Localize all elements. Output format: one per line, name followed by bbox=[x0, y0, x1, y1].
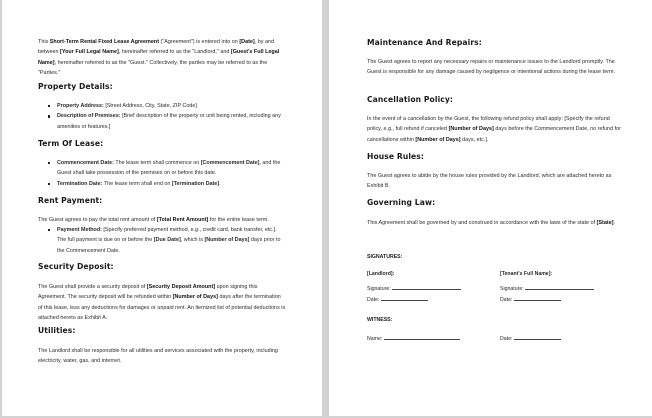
heading-security-deposit: Security Deposit: bbox=[38, 262, 114, 271]
date-label: Date: bbox=[500, 336, 513, 342]
list-item: Termination Date: The lease term shall end on [Termination Date]. bbox=[48, 179, 286, 189]
rent-paragraph: The Guest agrees to pay the total rent amount of [Total Rent Amount] for the entire lease term. bbox=[38, 217, 269, 223]
heading-property-details: Property Details: bbox=[38, 82, 113, 91]
signature-line[interactable] bbox=[392, 284, 461, 290]
intro-paragraph: This Short-Term Rental Fixed Lease Agreement ("Agreement") is entered into on [Date], by and between [Your Full Legal Name], hereinafter referred to as the "Landlord," and [Guest's Full Legal Name], hereinafter referred to as the "Guest." Collectively, the parties may be referred to as the "Parties." bbox=[38, 39, 280, 76]
witness-date-field[interactable] bbox=[500, 334, 561, 342]
document-page-2 bbox=[329, 0, 652, 416]
deposit-paragraph: The Guest shall provide a security deposit of [Security Deposit Amount] upon signing this Agreement. The security deposit will be refunded within [Number of Days] days after the termination of this lease, less any deductions for damages or unpaid rent. An itemized list of potential deductions is attached hereto as Exhibit A. bbox=[38, 284, 286, 321]
heading-utilities: Utilities: bbox=[38, 326, 76, 335]
list-item: Property Address: [Street Address, City, State, ZIP Code] bbox=[48, 101, 286, 111]
term-list bbox=[38, 158, 286, 189]
witness-heading: WITNESS: bbox=[367, 317, 393, 323]
date-line[interactable] bbox=[381, 295, 428, 301]
heading-term-of-lease: Term Of Lease: bbox=[38, 139, 104, 148]
list-item: Commencement Date: The lease term shall commence on [Commencement Date], and the Guest shall take possession of the premises on or before this date. bbox=[48, 158, 286, 179]
utilities-paragraph: The Landlord shall be responsible for all utilities and services associated with the property, including electricity, water, gas, and internet. bbox=[38, 348, 278, 365]
name-label: Name: bbox=[367, 336, 383, 342]
list-item: Payment Method: [Specify preferred payment method, e.g., credit card, bank transfer, etc.]. The full payment is due on or before the [Due Date], which is [Number of Days] days prior to the Commencement Date. bbox=[48, 225, 286, 256]
tenant-signature-field[interactable] bbox=[500, 284, 594, 292]
heading-governing-law: Governing Law: bbox=[367, 198, 436, 207]
document-page-1 bbox=[2, 0, 322, 416]
heading-rent-payment: Rent Payment: bbox=[38, 196, 103, 205]
witness-name-field[interactable] bbox=[367, 334, 460, 342]
landlord-label: [Landlord]: bbox=[367, 271, 395, 277]
name-line[interactable] bbox=[384, 334, 460, 340]
signature-label: Signature: bbox=[367, 286, 391, 292]
heading-cancellation-policy: Cancellation Policy: bbox=[367, 95, 454, 104]
date-label: Date: bbox=[500, 297, 513, 303]
date-line[interactable] bbox=[514, 295, 561, 301]
governing-law-paragraph: This Agreement shall be governed by and construed in accordance with the laws of the state of [State]. bbox=[367, 220, 616, 226]
rent-list bbox=[38, 225, 286, 256]
maintenance-paragraph: The Guest agrees to report any necessary repairs or maintenance issues to the Landlord promptly. The Guest is responsible for any damage caused by negligence or intentional actions during the lease term. bbox=[367, 59, 616, 76]
date-line[interactable] bbox=[514, 334, 561, 340]
signature-line[interactable] bbox=[525, 284, 594, 290]
tenant-label: [Tenant's Full Name]: bbox=[500, 271, 553, 277]
signatures-heading: SIGNATURES: bbox=[367, 254, 403, 260]
landlord-signature-field[interactable] bbox=[367, 284, 461, 292]
house-rules-paragraph: The Guest agrees to abide by the house rules provided by the Landlord, which are attached hereto as Exhibit B. bbox=[367, 173, 612, 190]
tenant-date-field[interactable] bbox=[500, 295, 561, 303]
heading-house-rules: House Rules: bbox=[367, 152, 425, 161]
property-details-list bbox=[38, 101, 286, 132]
list-item: Description of Premises: [Brief description of the property or unit being rented, including any amenities or features.] bbox=[48, 111, 286, 132]
cancellation-paragraph: In the event of a cancellation by the Guest, the following refund policy shall apply: [Specify the refund policy, e.g., full refund if canceled [Number of Days] days before the Commencement Date, no refund for cancellations within [Number of Days] days, etc.]. bbox=[367, 116, 621, 143]
heading-maintenance: Maintenance And Repairs: bbox=[367, 38, 482, 47]
landlord-date-field[interactable] bbox=[367, 295, 428, 303]
date-label: Date: bbox=[367, 297, 380, 303]
signature-label: Signature: bbox=[500, 286, 524, 292]
